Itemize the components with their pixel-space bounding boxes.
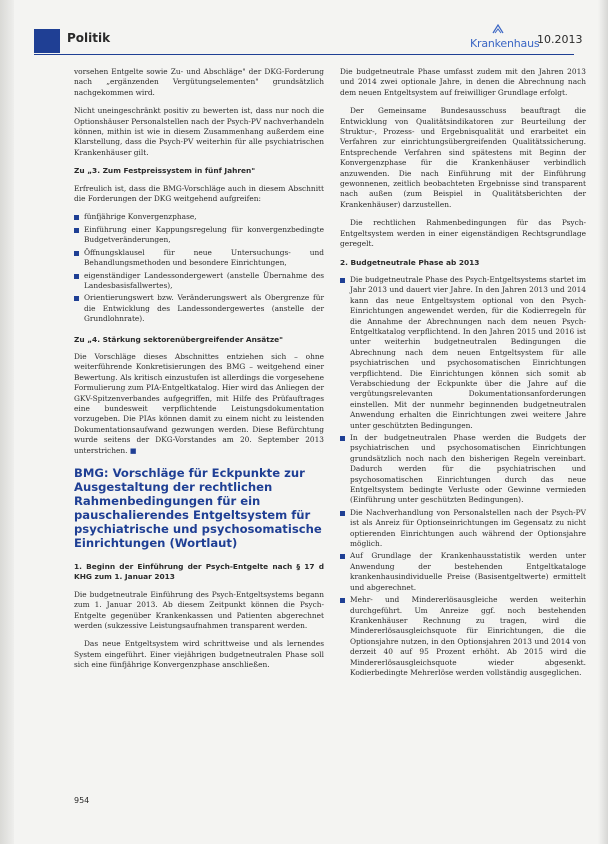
page-right-shadow [598,0,608,844]
list-item: Orientierungswert bzw. Veränderungswert als Obergrenze für die Entwicklung des Landessondergewertes (anstelle der Grundlohnrate). [74,293,324,324]
list-item: Auf Grundlage der Krankenhausstatistik werden unter Anwendung der bestehenden Entgeltkataloge krankenhausindividuelle Preise (Basisentgeltwerte) ermittelt und abgerechnet. [340,551,586,593]
subheading: Zu „3. Zum Festpreissystem in fünf Jahren" [74,166,256,176]
magazine-logo [470,30,540,52]
paragraph: Die budgetneutrale Einführung des Psych-Entgeltsystems begann zum 1. Januar 2013. Ab diesem Zeitpunkt können die Psych-Entgelte gegenüber Krankenkassen und Patienten abgerechnet werden (sukzessive Leistungsaufnahmen transparent werden. [74,589,324,631]
paragraph: vorsehen Entgelte sowie Zu- und Abschläge" der DKG-Forderung nach „ergänzenden Vergütungselementen" grundsätzlich nachgekommen wird. [74,67,324,97]
right-column [340,67,586,688]
list-item: Die budgetneutrale Phase des Psych-Entgeltsystems startet im Jahr 2013 und dauert vier Jahre. In den Jahren 2013 und 2014 kann das neue Entgeltsystem optional von den Psych-Einrichtungen angewendet werden, für die Kodierregeln für die Annahme der Abrechnungen nach dem neuen Psych-Entgeltkatalog verpflichtend. In den Jahren 2015 und 2016 ist unter weiterhin budgetneutralen Bedingungen die Abrechnung nach dem neuen Entgeltsystem für alle psychiatrischen und psychosomatischen Einrichtungen verpflichtend. Die Einrichtungen können sich somit ab Verabschiedung der Eckpunkte über die Jahre auf die vergütungsrelevanten Dokumentationsanforderungen einstellen. Mit der nunmehr beginnenden budgetneutralen Anwendung erhalten die Einrichtungen zwei weitere Jahre unter geschützten Bedingungen. [340,275,586,431]
document-title: BMG: Vorschläge für Eckpunkte zur Ausgestaltung der rechtlichen Rahmenbedingungen für ein pauschalierendes Entgeltsystem für psychiatrische und psychosomatische Einrichtungen (Wortlaut) [74,466,322,550]
subheading: Zu „4. Stärkung sektorenübergreifender Ansätze" [74,334,283,344]
list-item: Einführung einer Kappungsregelung für konvergenzbedingte Budgetveränderungen, [74,225,324,246]
subheading: 1. Beginn der Einführung der Psych-Entgelte nach § 17 d KHG zum 1. Januar 2013 [74,562,324,582]
list-item: Die Nachverhandlung von Personalstellen nach der Psych-PV ist als Anreiz für Optionseinrichtungen im Gegensatz zu nicht optierenden Einrichtungen auch während der Optionsjahre möglich. [340,508,586,550]
list-item: fünfjährige Konvergenzphase, [74,212,324,222]
left-column [74,67,324,679]
paragraph: Erfreulich ist, dass die BMG-Vorschläge auch in diesem Abschnitt die Forderungen der DKG weitgehend aufgreifen: [74,183,324,204]
section-color-block [34,29,60,53]
page-binding-edge [0,0,14,844]
paragraph [74,352,324,456]
paragraph: Die rechtlichen Rahmenbedingungen für das Psych-Entgeltsystem werden in einer eigenständigen Rechtsgrundlage geregelt. [340,218,586,249]
list-item: Öffnungsklausel für neue Untersuchungs- und Behandlungsmethoden und besondere Einrichtungen, [74,248,324,269]
paragraph: Der Gemeinsame Bundesausschuss beauftragt die Entwicklung von Qualitätsindikatoren zur Beurteilung der Struktur-, Prozess- und Ergebnisqualität und erarbeitet ein Verfahren zur einrichtungsübergreifenden Qualitätssicherung. Entsprechende Verfahren sind spätestens mit Beginn der Konvergenzphase für die Krankenhäuser verbindlich anzuwenden. Die nach Einführung mit der Einführung gewonnenen, zeitlich beobachteten Ergebnisse sind transparent nach außen (zum Beispiel in Qualitätsberichten der Krankenhäuser) darzustellen. [340,106,586,209]
paragraph-text: Die Vorschläge dieses Abschnittes entziehen sich – ohne weiterführende Konkretisierungen des BMG – weitgehend einer Bewertung. Als kritisch einzustufen ist allerdings die vorgesehene Formulierung zum PIA-Entgeltkatalog. Hier wird das Anliegen der GKV-Spitzenverbandes aufgegriffen, mit Hilfe des Prüfauftrages eine bundesweit verpflichtende Leistungsdokumentation vorzugeben. Die PIAs können damit zu einem nicht zu leistenden Dokumentationsaufwand gezwungen werden. Diese Befürchtung wurde seitens der DKG-Vorstandes am 20. September 2013 unterstrichen. [74,351,324,455]
list-item: eigenständiger Landessondergewert (anstelle Übernahme des Landesbasisfallwertes), [74,271,324,292]
header-rule [34,54,574,55]
section-label: Politik [67,31,111,45]
paragraph: Das neue Entgeltsystem wird schrittweise und als lernendes System eingeführt. Einer viejährigen budgetneutralen Phase soll sich eine fünfjährige Konvergenzphase anschließen. [74,639,324,670]
subheading: 2. Budgetneutrale Phase ab 2013 [340,257,480,267]
logo-mark-icon [492,24,504,34]
list-item: In der budgetneutralen Phase werden die Budgets der psychiatrischen und psychosomatischen Einrichtungen grundsätzlich noch nach den bisherigen Regeln vereinbart. Dadurch werden für die psychiatrischen und psychosomatischen Einrichtungen durch das neue Entgeltsystem bedingte Verluste oder Gewinne vermieden (Einführung unter geschützten Bedingungen). [340,433,586,506]
logo-wordmark: Krankenhaus [470,37,540,50]
paragraph: Nicht uneingeschränkt positiv zu bewerten ist, dass nur noch die Optionshäuser Personalstellen nach der Psych-PV nachverhandeln können, mithin ist wie in diesem Zusammenhang außerdem eine Klarstellung, dass die Psych-PV weiterhin für alle psychiatrischen Krankenhäuser gilt. [74,106,324,157]
paragraph: Die budgetneutrale Phase umfasst zudem mit den Jahren 2013 und 2014 zwei optionale Jahre, in denen die Abrechnung nach dem neuen Entgeltsystem auf freiwilliger Grundlage erfolgt. [340,67,586,97]
issue-number: 10.2013 [537,33,583,46]
article-end-mark: ■ [129,446,137,455]
list-item: Mehr- und Mindererlösausgleiche werden weiterhin durchgeführt. Um Anreize ggf. noch bestehenden Krankenhäuser Rechnung zu tragen, wird die Mindererlösausgleichsquote für Einrichtungen, die die Optionsjahre nutzen, in den Optionsjahren 2013 und 2014 von derzeit 40 auf 95 Prozent erhöht. Ab 2015 wird die Mindererlösausgleichsquote wieder abgesenkt. Kodierbedingte Mehrerlöse werden vollständig ausgeglichen. [340,595,586,678]
page-number: 954 [74,796,90,805]
bullet-list [74,212,324,324]
bullet-list [340,275,586,678]
